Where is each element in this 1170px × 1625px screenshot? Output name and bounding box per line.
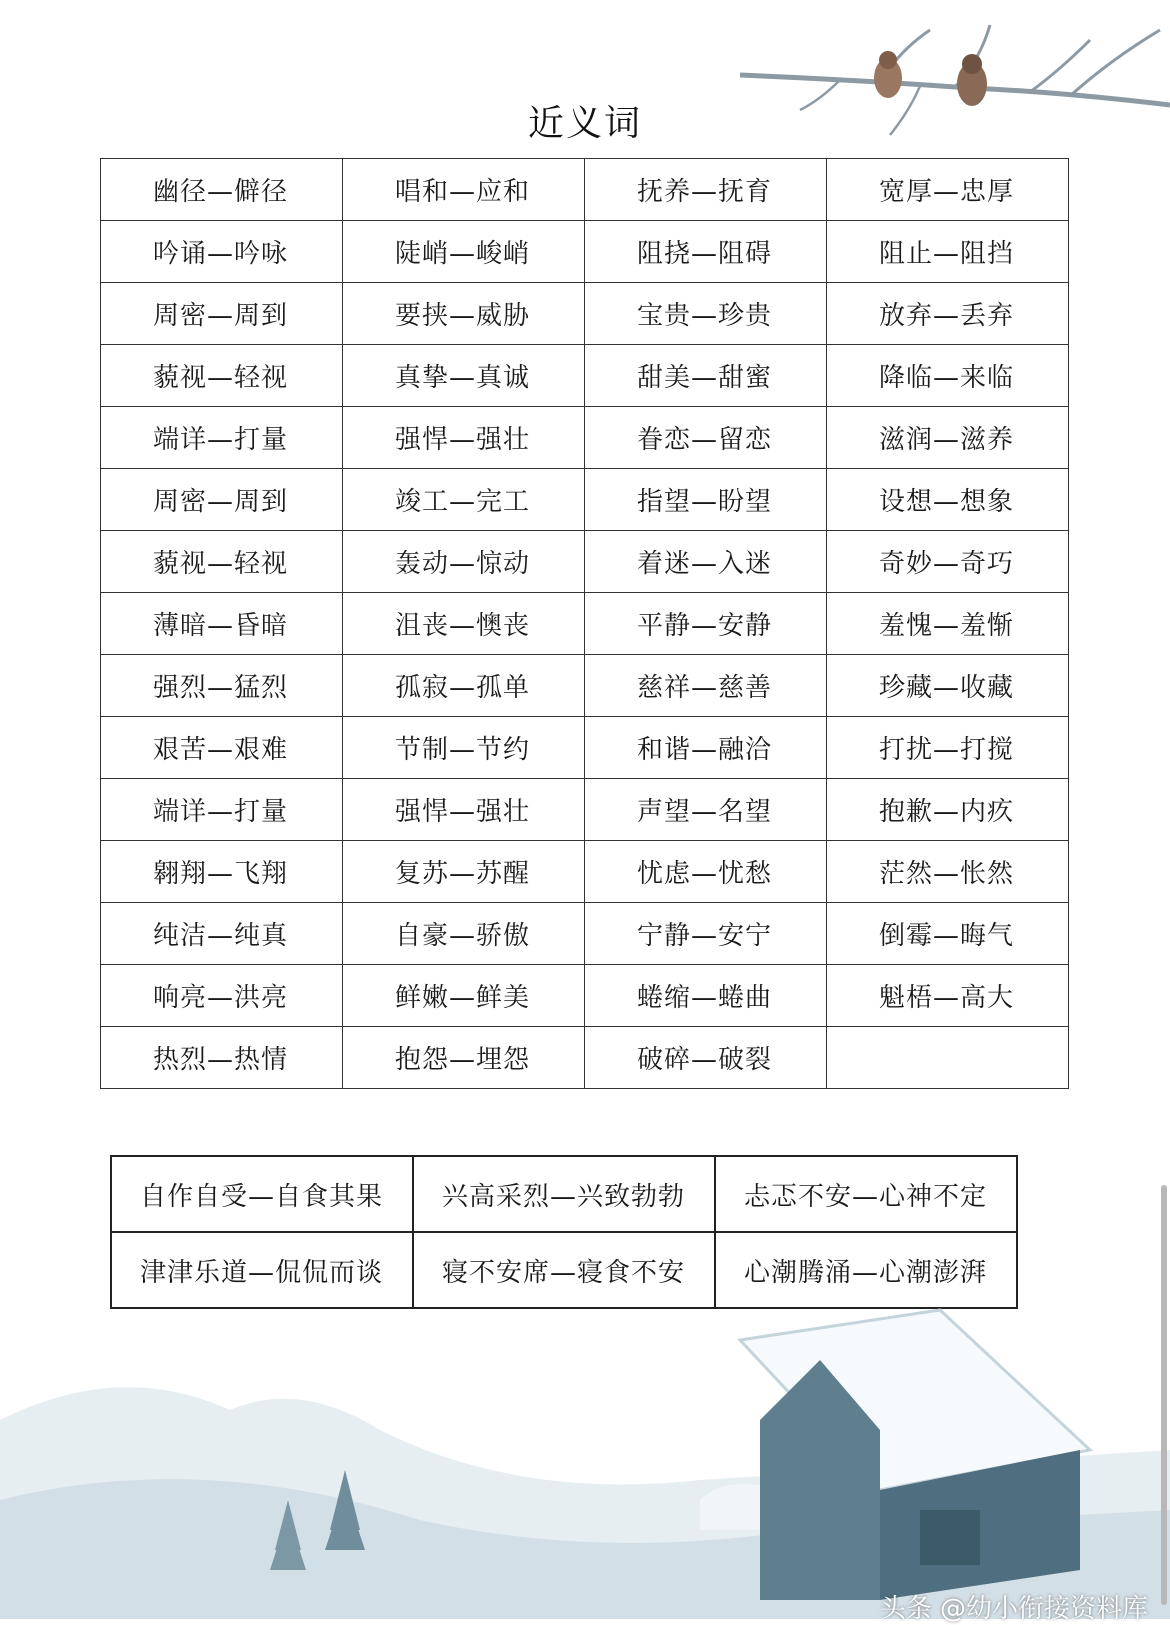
word-pair-cell: 陡峭—峻峭 [343,221,585,283]
word-pair-cell: 平静—安静 [585,593,827,655]
word-pair-cell: 阻挠—阻碍 [585,221,827,283]
table-row [101,345,1069,407]
word-pair-cell: 慈祥—慈善 [585,655,827,717]
word-pair-cell: 响亮—洪亮 [101,965,343,1027]
word-pair-cell: 艰苦—艰难 [101,717,343,779]
table-row [101,159,1069,221]
word-pair-cell: 竣工—完工 [343,469,585,531]
table-row [101,283,1069,345]
word-pair-cell: 孤寂—孤单 [343,655,585,717]
word-pair-cell: 端详—打量 [101,407,343,469]
word-pair-cell: 茫然—怅然 [827,841,1069,903]
table-row [101,221,1069,283]
word-pair-cell: 奇妙—奇巧 [827,531,1069,593]
word-pair-cell: 滋润—滋养 [827,407,1069,469]
word-pair-cell [827,1027,1069,1089]
word-pair-cell: 复苏—苏醒 [343,841,585,903]
word-pair-cell: 唱和—应和 [343,159,585,221]
idiom-pair-cell: 忐忑不安—心神不定 [715,1156,1017,1232]
word-pair-cell: 周密—周到 [101,283,343,345]
word-pair-cell: 要挟—威胁 [343,283,585,345]
synonym-table [100,158,1069,1089]
table-row [111,1232,1017,1308]
word-pair-cell: 降临—来临 [827,345,1069,407]
word-pair-cell: 强烈—猛烈 [101,655,343,717]
watermark: 头条 @幼小衔接资料库 [879,1594,1148,1624]
word-pair-cell: 眷恋—留恋 [585,407,827,469]
idiom-pair-cell: 寝不安席—寝食不安 [413,1232,715,1308]
word-pair-cell: 端详—打量 [101,779,343,841]
table-row [101,779,1069,841]
idiom-pair-cell: 自作自受—自食其果 [111,1156,413,1232]
word-pair-cell: 忧虑—忧愁 [585,841,827,903]
word-pair-cell: 热烈—热情 [101,1027,343,1089]
word-pair-cell: 指望—盼望 [585,469,827,531]
word-pair-cell: 羞愧—羞惭 [827,593,1069,655]
table-row [101,593,1069,655]
idiom-pair-cell: 津津乐道—侃侃而谈 [111,1232,413,1308]
table-row [101,531,1069,593]
word-pair-cell: 抱怨—埋怨 [343,1027,585,1089]
table-row [101,655,1069,717]
word-pair-cell: 倒霉—晦气 [827,903,1069,965]
word-pair-cell: 藐视—轻视 [101,345,343,407]
word-pair-cell: 阻止—阻挡 [827,221,1069,283]
table-row [101,965,1069,1027]
word-pair-cell: 珍藏—收藏 [827,655,1069,717]
word-pair-cell: 翱翔—飞翔 [101,841,343,903]
word-pair-cell: 打扰—打搅 [827,717,1069,779]
idiom-pair-cell: 心潮腾涌—心潮澎湃 [715,1232,1017,1308]
word-pair-cell: 放弃—丢弃 [827,283,1069,345]
word-pair-cell: 设想—想象 [827,469,1069,531]
word-pair-cell: 魁梧—高大 [827,965,1069,1027]
word-pair-cell: 真挚—真诚 [343,345,585,407]
word-pair-cell: 抚养—抚育 [585,159,827,221]
word-pair-cell: 着迷—入迷 [585,531,827,593]
word-pair-cell: 薄暗—昏暗 [101,593,343,655]
table-row [101,469,1069,531]
page-title: 近义词 [527,103,642,144]
word-pair-cell: 和谐—融洽 [585,717,827,779]
word-pair-cell: 藐视—轻视 [101,531,343,593]
word-pair-cell: 宁静—安宁 [585,903,827,965]
table-row [101,903,1069,965]
word-pair-cell: 蜷缩—蜷曲 [585,965,827,1027]
word-pair-cell: 破碎—破裂 [585,1027,827,1089]
table-row [101,717,1069,779]
word-pair-cell: 自豪—骄傲 [343,903,585,965]
word-pair-cell: 抱歉—内疚 [827,779,1069,841]
table-row [101,841,1069,903]
word-pair-cell: 宽厚—忠厚 [827,159,1069,221]
idiom-synonym-table [110,1155,1018,1309]
table-row [111,1156,1017,1232]
scrollbar[interactable] [1161,1185,1167,1605]
word-pair-cell: 甜美—甜蜜 [585,345,827,407]
word-pair-cell: 强悍—强壮 [343,779,585,841]
table-row [101,1027,1069,1089]
word-pair-cell: 周密—周到 [101,469,343,531]
word-pair-cell: 沮丧—懊丧 [343,593,585,655]
idiom-pair-cell: 兴高采烈—兴致勃勃 [413,1156,715,1232]
word-pair-cell: 宝贵—珍贵 [585,283,827,345]
word-pair-cell: 幽径—僻径 [101,159,343,221]
word-pair-cell: 轰动—惊动 [343,531,585,593]
word-pair-cell: 声望—名望 [585,779,827,841]
table-row [101,407,1069,469]
word-pair-cell: 吟诵—吟咏 [101,221,343,283]
word-pair-cell: 鲜嫩—鲜美 [343,965,585,1027]
word-pair-cell: 纯洁—纯真 [101,903,343,965]
word-pair-cell: 强悍—强壮 [343,407,585,469]
snowy-cottage-illustration [0,1300,1170,1619]
word-pair-cell: 节制—节约 [343,717,585,779]
